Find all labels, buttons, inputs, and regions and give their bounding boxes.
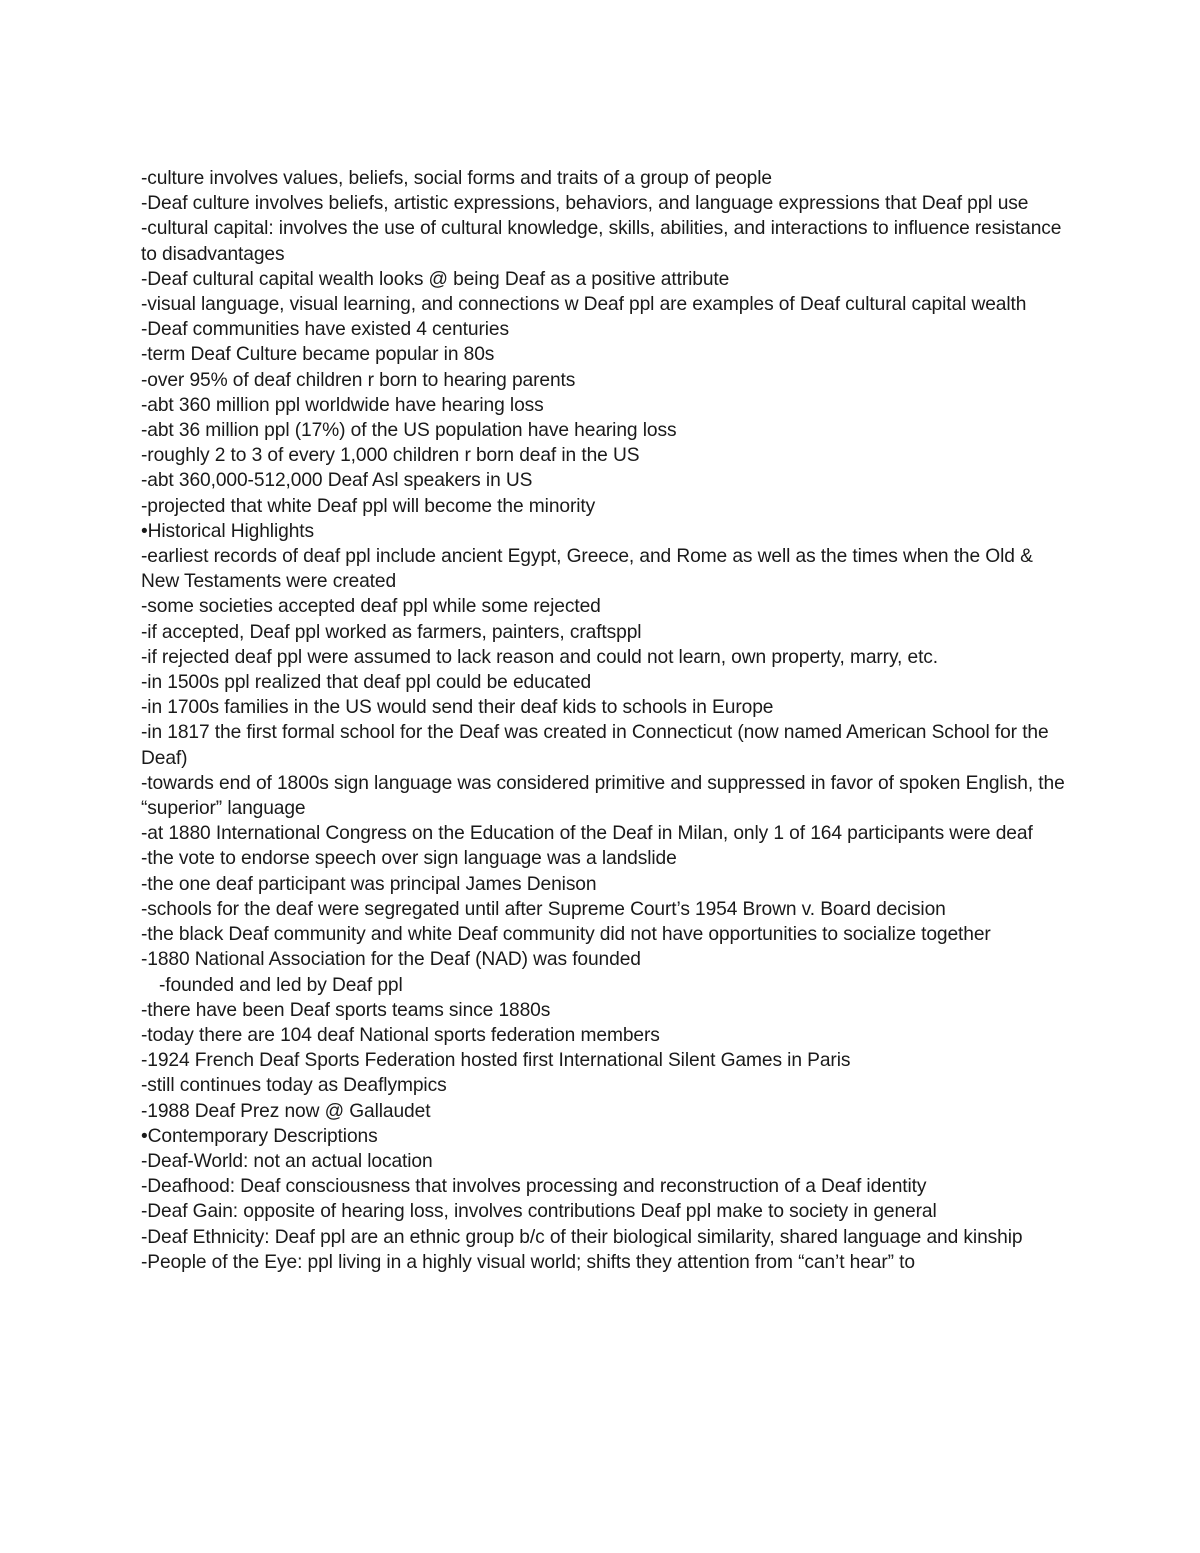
note-line: -1880 National Association for the Deaf (NAD) was founded [141, 949, 641, 971]
note-line: -abt 360 million ppl worldwide have hearing loss [141, 394, 544, 416]
note-line: -in 1500s ppl realized that deaf ppl could be educated [141, 672, 592, 694]
note-line: -in 1817 the first formal school for the Deaf was created in Connecticut (now named American School for the Deaf) [141, 722, 1054, 769]
note-line: -earliest records of deaf ppl include ancient Egypt, Greece, and Rome as well as the times when the Old & New Testaments were created [141, 546, 1039, 593]
note-line: -Deaf Ethnicity: Deaf ppl are an ethnic group b/c of their biological similarity, shared language and kinship [141, 1226, 1023, 1248]
note-line: -Deafhood: Deaf consciousness that involves processing and reconstruction of a Deaf identity [141, 1176, 927, 1198]
note-line: -if accepted, Deaf ppl worked as farmers, painters, craftsppl [141, 621, 642, 643]
note-line: -still continues today as Deaflympics [141, 1075, 447, 1097]
note-line: -there have been Deaf sports teams since 1880s [141, 999, 551, 1021]
note-line: -cultural capital: involves the use of cultural knowledge, skills, abilities, and interactions to influence resistance to disadvantages [141, 218, 1067, 265]
note-line: -over 95% of deaf children r born to hearing parents [141, 369, 576, 391]
note-line: -Deaf-World: not an actual location [141, 1150, 433, 1172]
note-line: -projected that white Deaf ppl will become the minority [141, 495, 596, 517]
note-line: -some societies accepted deaf ppl while some rejected [141, 596, 601, 618]
note-line: -term Deaf Culture became popular in 80s [141, 344, 495, 366]
section-heading-historical: •Historical Highlights [141, 520, 314, 542]
note-line: -People of the Eye: ppl living in a highly visual world; shifts they attention from “can’t hear” to [141, 1251, 915, 1273]
note-line: -Deaf Gain: opposite of hearing loss, involves contributions Deaf ppl make to society in general [141, 1201, 937, 1223]
note-line: -towards end of 1800s sign language was considered primitive and suppressed in favor of spoken English, the “superior” language [141, 772, 1070, 820]
note-line: -if rejected deaf ppl were assumed to lack reason and could not learn, own property, marry, etc. [141, 646, 939, 668]
notes-text-block [141, 166, 1071, 1275]
note-line: -in 1700s families in the US would send their deaf kids to schools in Europe [141, 697, 774, 719]
note-line: -abt 360,000-512,000 Deaf Asl speakers in US [141, 470, 533, 492]
note-line: -1988 Deaf Prez now @ Gallaudet [141, 1100, 431, 1122]
note-line: -culture involves values, beliefs, social forms and traits of a group of people [141, 168, 772, 189]
note-line: -1924 French Deaf Sports Federation hosted first International Silent Games in Paris [141, 1050, 851, 1072]
note-line: -the vote to endorse speech over sign language was a landslide [141, 848, 677, 870]
note-line: -Deaf culture involves beliefs, artistic expressions, behaviors, and language expressions that Deaf ppl use [141, 193, 1029, 215]
note-subline: -founded and led by Deaf ppl [159, 974, 403, 996]
note-line: -Deaf communities have existed 4 centuries [141, 319, 509, 341]
section-heading-contemporary: •Contemporary Descriptions [141, 1125, 378, 1147]
note-line: -at 1880 International Congress on the Education of the Deaf in Milan, only 1 of 164 participants were deaf [141, 823, 1033, 845]
note-line: -schools for the deaf were segregated until after Supreme Court’s 1954 Brown v. Board decision [141, 898, 946, 920]
note-line: -abt 36 million ppl (17%) of the US population have hearing loss [141, 420, 677, 442]
note-line: -Deaf cultural capital wealth looks @ being Deaf as a positive attribute [141, 268, 730, 290]
note-line: -the black Deaf community and white Deaf community did not have opportunities to socialize together [141, 924, 991, 946]
note-line: -today there are 104 deaf National sports federation members [141, 1024, 660, 1046]
note-line: -roughly 2 to 3 of every 1,000 children r born deaf in the US [141, 445, 640, 467]
note-line: -visual language, visual learning, and connections w Deaf ppl are examples of Deaf cultural capital wealth [141, 294, 1027, 316]
note-line: -the one deaf participant was principal James Denison [141, 873, 597, 895]
